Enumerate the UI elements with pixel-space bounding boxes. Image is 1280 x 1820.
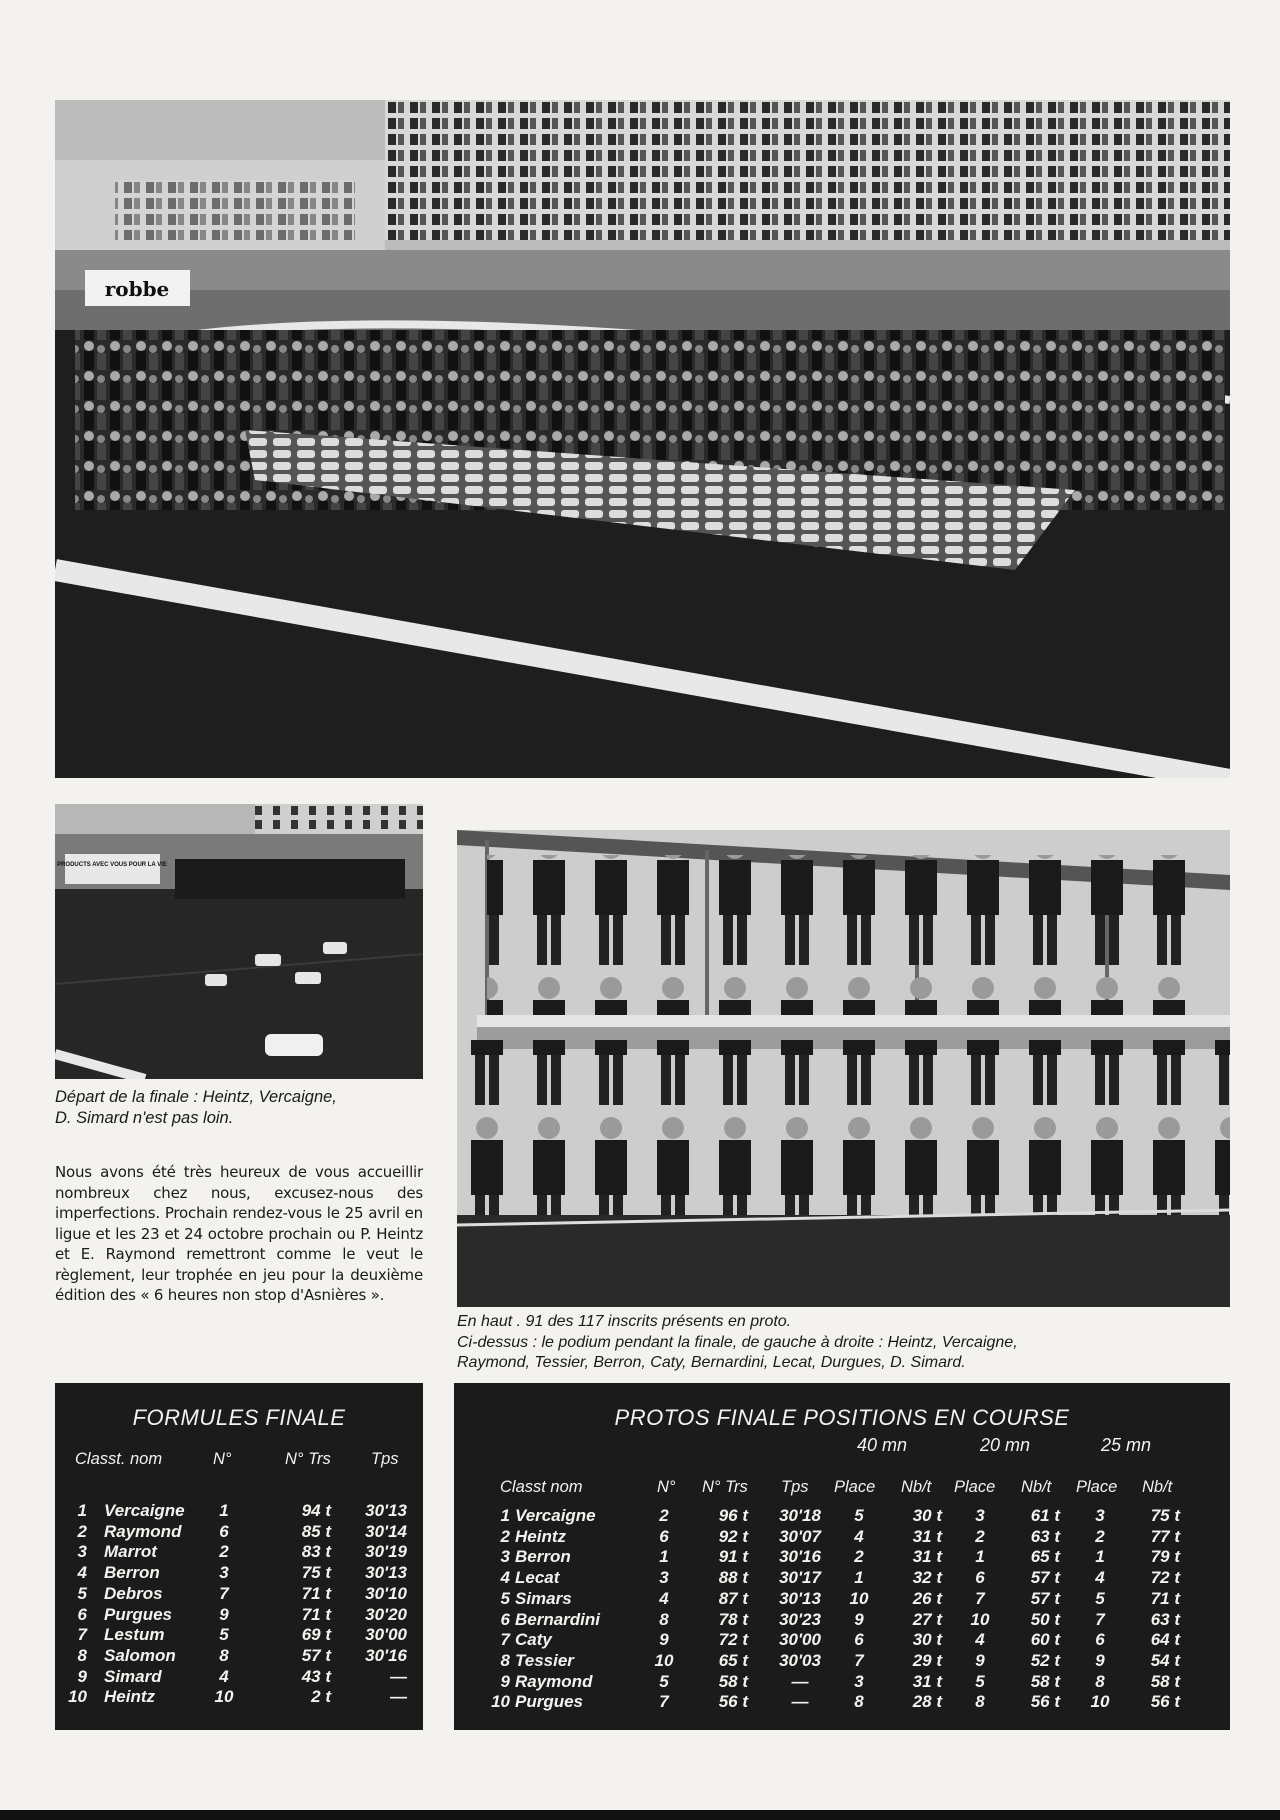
cell-position: 10: [491, 1692, 510, 1712]
cell-name: Berron: [104, 1563, 160, 1583]
table-row: [454, 1568, 1230, 1589]
cell-place-40: 8: [854, 1692, 864, 1712]
table-row: [454, 1630, 1230, 1651]
caption-start-line: Départ de la finale : Heintz, Vercaigne,: [55, 1088, 337, 1106]
cell-place-20: 2: [975, 1526, 985, 1546]
cell-name: Purgues: [104, 1604, 173, 1624]
cell-number: 9: [219, 1604, 229, 1624]
cell-laps-25: 75 t: [1150, 1506, 1180, 1525]
cell-place-40: 1: [854, 1568, 864, 1588]
cell-name: Salomon: [104, 1645, 176, 1665]
cell-place-40: 7: [854, 1650, 864, 1670]
protos-header-classt: Classt nom: [500, 1478, 583, 1496]
cell-time: 30'07: [779, 1526, 821, 1546]
cell-laps: 96 t: [718, 1506, 748, 1525]
protos-finale-table: [454, 1383, 1230, 1730]
cell-laps-25: 77 t: [1150, 1526, 1180, 1546]
cell-time: —: [390, 1666, 407, 1686]
cell-time: —: [390, 1687, 407, 1707]
cell-laps-40: 30 t: [912, 1506, 942, 1525]
cell-place-25: 6: [1095, 1630, 1105, 1650]
cell-place-20: 5: [975, 1671, 985, 1691]
cell-laps: 91 t: [718, 1547, 748, 1567]
cell-position: 3: [500, 1547, 510, 1567]
cell-laps-20: 63 t: [1030, 1526, 1060, 1546]
cell-number: 5: [659, 1671, 669, 1691]
table-row: [454, 1589, 1230, 1610]
cell-name: Lestum: [104, 1625, 165, 1645]
cell-laps-20: 52 t: [1030, 1650, 1060, 1670]
cell-laps-20: 56 t: [1030, 1692, 1060, 1712]
cell-number: 7: [219, 1583, 229, 1603]
cell-laps: 75 t: [301, 1563, 331, 1583]
cell-number: 10: [654, 1650, 674, 1670]
protos-header-nbt-2: Nb/t: [1021, 1478, 1052, 1496]
cell-place-40: 5: [854, 1506, 864, 1525]
cell-time: 30'20: [365, 1604, 407, 1624]
cell-position: 8: [77, 1645, 87, 1665]
cell-number: 6: [219, 1521, 229, 1541]
cell-position: 9: [77, 1666, 87, 1686]
cell-laps-40: 27 t: [912, 1609, 942, 1629]
cell-position: 9: [500, 1671, 510, 1691]
cell-laps: 78 t: [718, 1609, 748, 1629]
table-row: [454, 1672, 1230, 1693]
cell-laps-40: 29 t: [912, 1650, 942, 1670]
cell-name: Bernardini: [515, 1609, 601, 1629]
cell-number: 3: [219, 1563, 229, 1583]
cell-laps-25: 58 t: [1150, 1671, 1180, 1691]
cell-position: 7: [500, 1630, 510, 1650]
cell-laps-40: 31 t: [912, 1671, 942, 1691]
formules-header-no: N°: [213, 1450, 232, 1468]
cell-position: 10: [68, 1687, 87, 1707]
caption-podium: [457, 1312, 1247, 1374]
cell-time: 30'03: [779, 1650, 821, 1670]
cell-laps-25: 56 t: [1150, 1692, 1180, 1712]
cell-number: 2: [659, 1506, 669, 1525]
table-row: [454, 1692, 1230, 1713]
cell-place-40: 2: [854, 1547, 864, 1567]
cell-number: 9: [659, 1630, 669, 1650]
cell-name: Heintz: [104, 1687, 155, 1707]
cell-laps: 71 t: [301, 1583, 331, 1603]
cell-position: 3: [77, 1542, 87, 1562]
cell-place-20: 3: [975, 1506, 985, 1525]
formules-header-tps: Tps: [371, 1450, 399, 1468]
photo-podium: [457, 830, 1230, 1307]
cell-place-20: 4: [975, 1630, 985, 1650]
protos-header-nbt-1: Nb/t: [901, 1478, 932, 1496]
cell-position: 5: [77, 1583, 87, 1603]
cell-laps: 69 t: [301, 1625, 331, 1645]
table-row: [454, 1547, 1230, 1568]
table-row: [454, 1527, 1230, 1548]
cell-position: 7: [77, 1625, 87, 1645]
cell-laps-40: 31 t: [912, 1547, 942, 1567]
cell-laps-25: 54 t: [1150, 1650, 1180, 1670]
cell-number: 7: [659, 1692, 669, 1712]
cell-time: 30'14: [365, 1521, 407, 1541]
cell-laps: 92 t: [718, 1526, 748, 1546]
cell-laps-20: 50 t: [1030, 1609, 1060, 1629]
cell-laps: 83 t: [301, 1542, 331, 1562]
cell-position: 4: [77, 1563, 87, 1583]
cell-laps-25: 72 t: [1150, 1568, 1180, 1588]
cell-position: 1: [77, 1501, 87, 1520]
cell-laps-20: 57 t: [1030, 1568, 1060, 1588]
cell-name: Vercaigne: [515, 1506, 596, 1525]
page-number: 9: [1218, 1713, 1228, 1732]
cell-laps-20: 60 t: [1030, 1630, 1060, 1650]
cell-number: 8: [659, 1609, 669, 1629]
protos-header-no: N°: [657, 1478, 676, 1496]
cell-place-25: 8: [1095, 1671, 1105, 1691]
table-row: [454, 1610, 1230, 1631]
table-row: [55, 1563, 423, 1584]
cell-laps: 94 t: [301, 1501, 331, 1520]
cell-name: Purgues: [515, 1692, 584, 1712]
cell-place-20: 9: [975, 1650, 985, 1670]
cell-laps: 87 t: [718, 1588, 748, 1608]
cell-place-20: 1: [975, 1547, 985, 1567]
cell-place-40: 9: [854, 1609, 864, 1629]
cell-number: 2: [219, 1542, 229, 1562]
caption-podium-line: Ci-dessus : le podium pendant la finale, de gauche à droite : Heintz, Vercaigne,: [457, 1333, 1018, 1351]
cell-laps: 71 t: [301, 1604, 331, 1624]
cell-position: 4: [500, 1568, 510, 1588]
cell-place-40: 4: [854, 1526, 864, 1546]
cell-name: Heintz: [515, 1526, 566, 1546]
cell-place-25: 10: [1090, 1692, 1110, 1712]
banner-text: PRODUCTS AVEC VOUS POUR LA VIE: [57, 862, 167, 868]
protos-header-nbt-3: Nb/t: [1142, 1478, 1173, 1496]
cell-place-40: 6: [854, 1630, 864, 1650]
cell-time: 30'13: [365, 1563, 407, 1583]
sign-text: robbe: [104, 277, 170, 301]
cell-laps: 85 t: [301, 1521, 331, 1541]
cell-position: 6: [500, 1609, 510, 1629]
cell-place-25: 1: [1095, 1547, 1105, 1567]
cell-laps: 56 t: [718, 1692, 748, 1712]
cell-laps-20: 58 t: [1030, 1671, 1060, 1691]
cell-time: 30'13: [365, 1501, 407, 1520]
caption-podium-line: Raymond, Tessier, Berron, Caty, Bernardini, Lecat, Durgues, D. Simard.: [457, 1354, 966, 1371]
cell-number: 3: [659, 1568, 669, 1588]
cell-time: 30'16: [779, 1547, 821, 1567]
protos-header-place-3: Place: [1076, 1478, 1118, 1496]
cell-position: 5: [500, 1588, 510, 1608]
cell-laps: 65 t: [718, 1650, 748, 1670]
cell-name: Caty: [515, 1630, 552, 1650]
cell-laps-25: 63 t: [1150, 1609, 1180, 1629]
cell-number: 1: [219, 1501, 229, 1520]
cell-laps-25: 71 t: [1150, 1588, 1180, 1608]
cell-laps: 43 t: [301, 1666, 331, 1686]
cell-laps-40: 26 t: [912, 1588, 942, 1608]
cell-number: 8: [219, 1645, 229, 1665]
bottom-edge: [0, 1810, 1280, 1820]
cell-laps: 58 t: [718, 1671, 748, 1691]
cell-number: 5: [219, 1625, 229, 1645]
photo-group-track: [55, 100, 1230, 778]
cell-laps-40: 30 t: [912, 1630, 942, 1650]
cell-laps-20: 65 t: [1030, 1547, 1060, 1567]
cell-place-25: 7: [1095, 1609, 1105, 1629]
cell-name: Simard: [104, 1666, 162, 1686]
table-row: [55, 1605, 423, 1626]
cell-laps-25: 64 t: [1150, 1630, 1180, 1650]
cell-laps-25: 79 t: [1150, 1547, 1180, 1567]
cell-number: 1: [659, 1547, 669, 1567]
cell-time: 30'13: [779, 1588, 821, 1608]
cell-name: Berron: [515, 1547, 571, 1567]
protos-header-trs: N° Trs: [702, 1478, 748, 1496]
cell-place-25: 9: [1095, 1650, 1105, 1670]
cell-place-20: 6: [975, 1568, 985, 1588]
cell-laps: 2 t: [311, 1687, 331, 1707]
cell-time: —: [791, 1692, 809, 1712]
cell-time: 30'23: [779, 1609, 821, 1629]
cell-time: 30'19: [365, 1542, 407, 1562]
cell-name: Debros: [104, 1583, 163, 1603]
cell-name: Marrot: [104, 1542, 157, 1562]
cell-position: 1: [500, 1506, 510, 1525]
cell-place-40: 3: [854, 1671, 864, 1691]
photo-start-finale: [55, 804, 423, 1079]
cell-position: 2: [77, 1521, 87, 1541]
formules-finale-table: [55, 1383, 423, 1730]
protos-header-tps: Tps: [781, 1478, 809, 1496]
caption-podium-line: En haut . 91 des 117 inscrits présents en proto.: [457, 1313, 792, 1330]
cell-laps-40: 32 t: [912, 1568, 942, 1588]
cell-name: Lecat: [515, 1568, 560, 1588]
cell-place-25: 2: [1095, 1526, 1105, 1546]
cell-name: Raymond: [515, 1671, 593, 1691]
table-row: [55, 1501, 423, 1522]
cell-laps-20: 61 t: [1030, 1506, 1060, 1525]
protos-header-place-1: Place: [834, 1478, 876, 1496]
cell-number: 6: [659, 1526, 669, 1546]
cell-place-20: 7: [975, 1588, 985, 1608]
cell-place-25: 5: [1095, 1588, 1105, 1608]
cell-number: 4: [219, 1666, 229, 1686]
table-row: [55, 1522, 423, 1543]
table-row: [55, 1584, 423, 1605]
protos-segment-25: 25 mn: [1101, 1435, 1152, 1455]
protos-segment-20: 20 mn: [980, 1435, 1031, 1455]
cell-time: 30'10: [365, 1583, 407, 1603]
caption-start-line: D. Simard n'est pas loin.: [55, 1109, 234, 1127]
cell-position: 8: [500, 1650, 510, 1670]
protos-title: PROTOS FINALE POSITIONS EN COURSE: [614, 1405, 1070, 1430]
cell-time: 30'16: [365, 1645, 407, 1665]
cell-time: —: [791, 1671, 809, 1691]
cell-name: Vercaigne: [104, 1501, 185, 1520]
cell-time: 30'18: [779, 1506, 821, 1525]
cell-laps: 88 t: [718, 1568, 748, 1588]
protos-segment-40: 40 mn: [857, 1435, 908, 1455]
cell-name: Simars: [515, 1588, 572, 1608]
formules-header-classt: Classt. nom: [75, 1450, 163, 1468]
table-row: [55, 1667, 423, 1688]
cell-place-20: 10: [970, 1609, 990, 1629]
cell-number: 10: [214, 1687, 234, 1707]
cell-number: 4: [659, 1588, 669, 1608]
table-row: [454, 1651, 1230, 1672]
article-text: Nous avons été très heureux de vous accueillir nombreux chez nous, excusez-nous des imperfections. Prochain rendez-vous le 25 avril en ligue et les 23 et 24 octobre prochain ou P. Heintz et E. Raymond remettront comme le veut le règlement, leur trophée en jeu pour la deuxième édition des « 6 heures non stop d'Asnières ».: [55, 1163, 423, 1304]
cell-place-25: 3: [1095, 1506, 1105, 1525]
formules-title: FORMULES FINALE: [132, 1405, 346, 1430]
cell-place-25: 4: [1095, 1568, 1105, 1588]
protos-header-place-2: Place: [954, 1478, 996, 1496]
cell-place-20: 8: [975, 1692, 985, 1712]
cell-time: 30'00: [365, 1625, 407, 1645]
table-row: [55, 1646, 423, 1667]
table-row: [55, 1687, 423, 1708]
cell-place-40: 10: [849, 1588, 869, 1608]
cell-time: 30'17: [779, 1568, 821, 1588]
table-row: [454, 1506, 1230, 1527]
table-row: [55, 1542, 423, 1563]
cell-laps-20: 57 t: [1030, 1588, 1060, 1608]
cell-name: Tessier: [515, 1650, 574, 1670]
cell-time: 30'00: [779, 1630, 821, 1650]
cell-laps: 72 t: [718, 1630, 748, 1650]
formules-header-trs: N° Trs: [285, 1450, 331, 1468]
cell-laps-40: 28 t: [912, 1692, 942, 1712]
caption-start: [55, 1087, 435, 1129]
cell-laps: 57 t: [301, 1645, 331, 1665]
cell-name: Raymond: [104, 1521, 182, 1541]
cell-laps-40: 31 t: [912, 1526, 942, 1546]
cell-position: 6: [77, 1604, 87, 1624]
table-row: [55, 1625, 423, 1646]
cell-position: 2: [500, 1526, 510, 1546]
